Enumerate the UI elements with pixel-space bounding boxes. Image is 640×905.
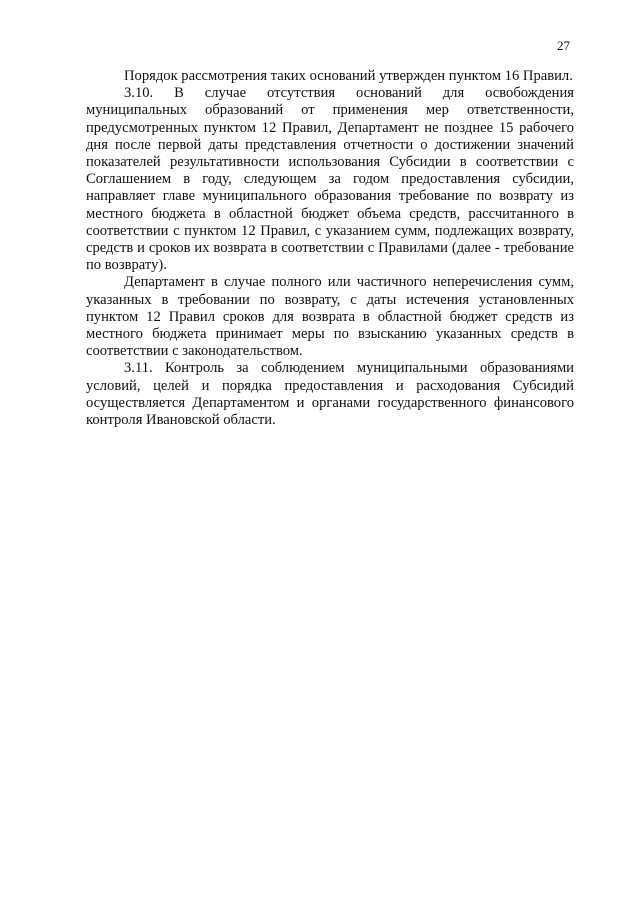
page-number: 27 (557, 38, 570, 53)
paragraph-3-11: 3.11. Контроль за соблюдением муниципальными образованиями условий, целей и порядка предоставления и расходования Субсидий осуществляется Департаментом и органами государственного финансового контроля Ивановской области. (86, 360, 574, 429)
paragraph-recovery-measures: Департамент в случае полного или частичного неперечисления сумм, указанных в требовании по возврату, с даты истечения установленных пунктом 12 Правил сроков для возврата в областной бюджет средств из местного бюджета принимает меры по взысканию указанных средств в соответствии с законодательством. (86, 274, 574, 360)
paragraph-procedure-reference: Порядок рассмотрения таких оснований утвержден пунктом 16 Правил. (124, 68, 573, 84)
document-body (86, 68, 574, 429)
paragraph-3-10: 3.10. В случае отсутствия оснований для освобождения муниципальных образований от применения мер ответственности, предусмотренных пунктом 12 Правил, Департамент не позднее 15 рабочего дня после первой даты представления отчетности о достижении значений показателей результативности использования Субсидии в соответствии с Соглашением в году, следующем за годом предоставления субсидии, направляет главе муниципального образования требование по возврату из местного бюджета в областной бюджет объема средств, рассчитанного в соответствии с пунктом 12 Правил, с указанием сумм, подлежащих возврату, средств и сроков их возврата в соответствии с Правилами (далее - требование по возврату). (86, 85, 574, 274)
